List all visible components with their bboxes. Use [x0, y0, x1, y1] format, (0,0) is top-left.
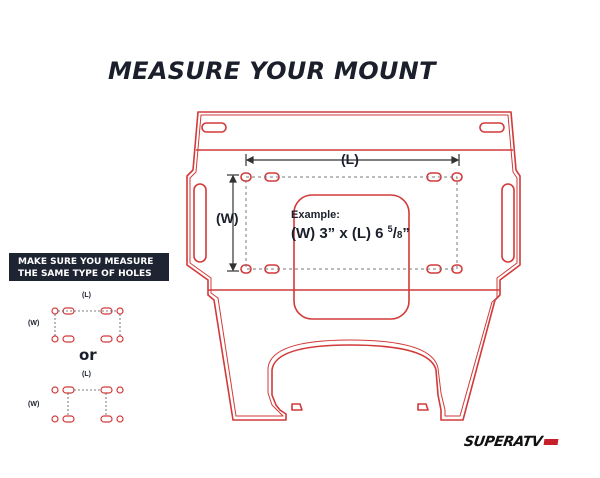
small-slot — [63, 387, 74, 393]
page-title: MEASURE YOUR MOUNT — [108, 57, 436, 85]
hole-pattern-outline — [246, 177, 457, 269]
top-left-slot — [202, 123, 226, 132]
bottom-notch-right — [418, 404, 428, 410]
small-hole — [52, 416, 58, 422]
small-width-label-1: (W) — [28, 320, 40, 327]
small-hole — [52, 308, 58, 314]
small-width-label-2: (W) — [28, 401, 40, 408]
small-hole — [52, 387, 58, 393]
small-hole — [117, 308, 123, 314]
callout-line-1: MAKE SURE YOU MEASURE — [18, 257, 154, 267]
length-label: (L) — [341, 151, 359, 167]
small-length-label-1: (L) — [82, 292, 91, 299]
right-side-cutout — [502, 184, 514, 262]
small-slot — [63, 308, 74, 314]
small-slot — [101, 387, 112, 393]
small-hole — [117, 387, 123, 393]
width-arrow-top — [230, 176, 236, 182]
small-slot — [63, 336, 74, 342]
example-heading: Example: — [291, 209, 340, 221]
example-fraction-sep: / — [392, 225, 397, 242]
small-hole — [117, 336, 123, 342]
length-arrow-left — [247, 157, 253, 163]
or-separator: or — [79, 346, 97, 364]
left-side-cutout — [194, 184, 206, 262]
bottom-notch — [292, 404, 302, 410]
logo-accent — [544, 439, 559, 445]
hole-type-diagram-2 — [52, 387, 123, 422]
small-length-label-2: (L) — [82, 371, 91, 378]
small-hole — [117, 416, 123, 422]
length-arrow-right — [452, 157, 458, 163]
example-value — [291, 224, 410, 242]
example-suffix: ” — [402, 225, 410, 242]
small-slot — [101, 336, 112, 342]
superatv-logo — [463, 434, 559, 450]
example-prefix: (W) 3” x (L) 6 — [291, 225, 388, 242]
small-slot — [101, 416, 112, 422]
logo-text: SUPERATV — [462, 434, 544, 450]
small-slot — [63, 416, 74, 422]
top-right-slot — [480, 123, 504, 132]
width-arrow-bottom — [230, 264, 236, 270]
example-fraction-den: 8 — [396, 230, 403, 241]
hole-type-callout — [9, 253, 169, 281]
callout-line-2: THE SAME TYPE OF HOLES — [18, 269, 152, 279]
hole-type-diagram-1 — [52, 308, 123, 342]
example-fraction-num: 5 — [387, 224, 393, 234]
small-hole — [52, 336, 58, 342]
width-label: (W) — [216, 210, 239, 226]
